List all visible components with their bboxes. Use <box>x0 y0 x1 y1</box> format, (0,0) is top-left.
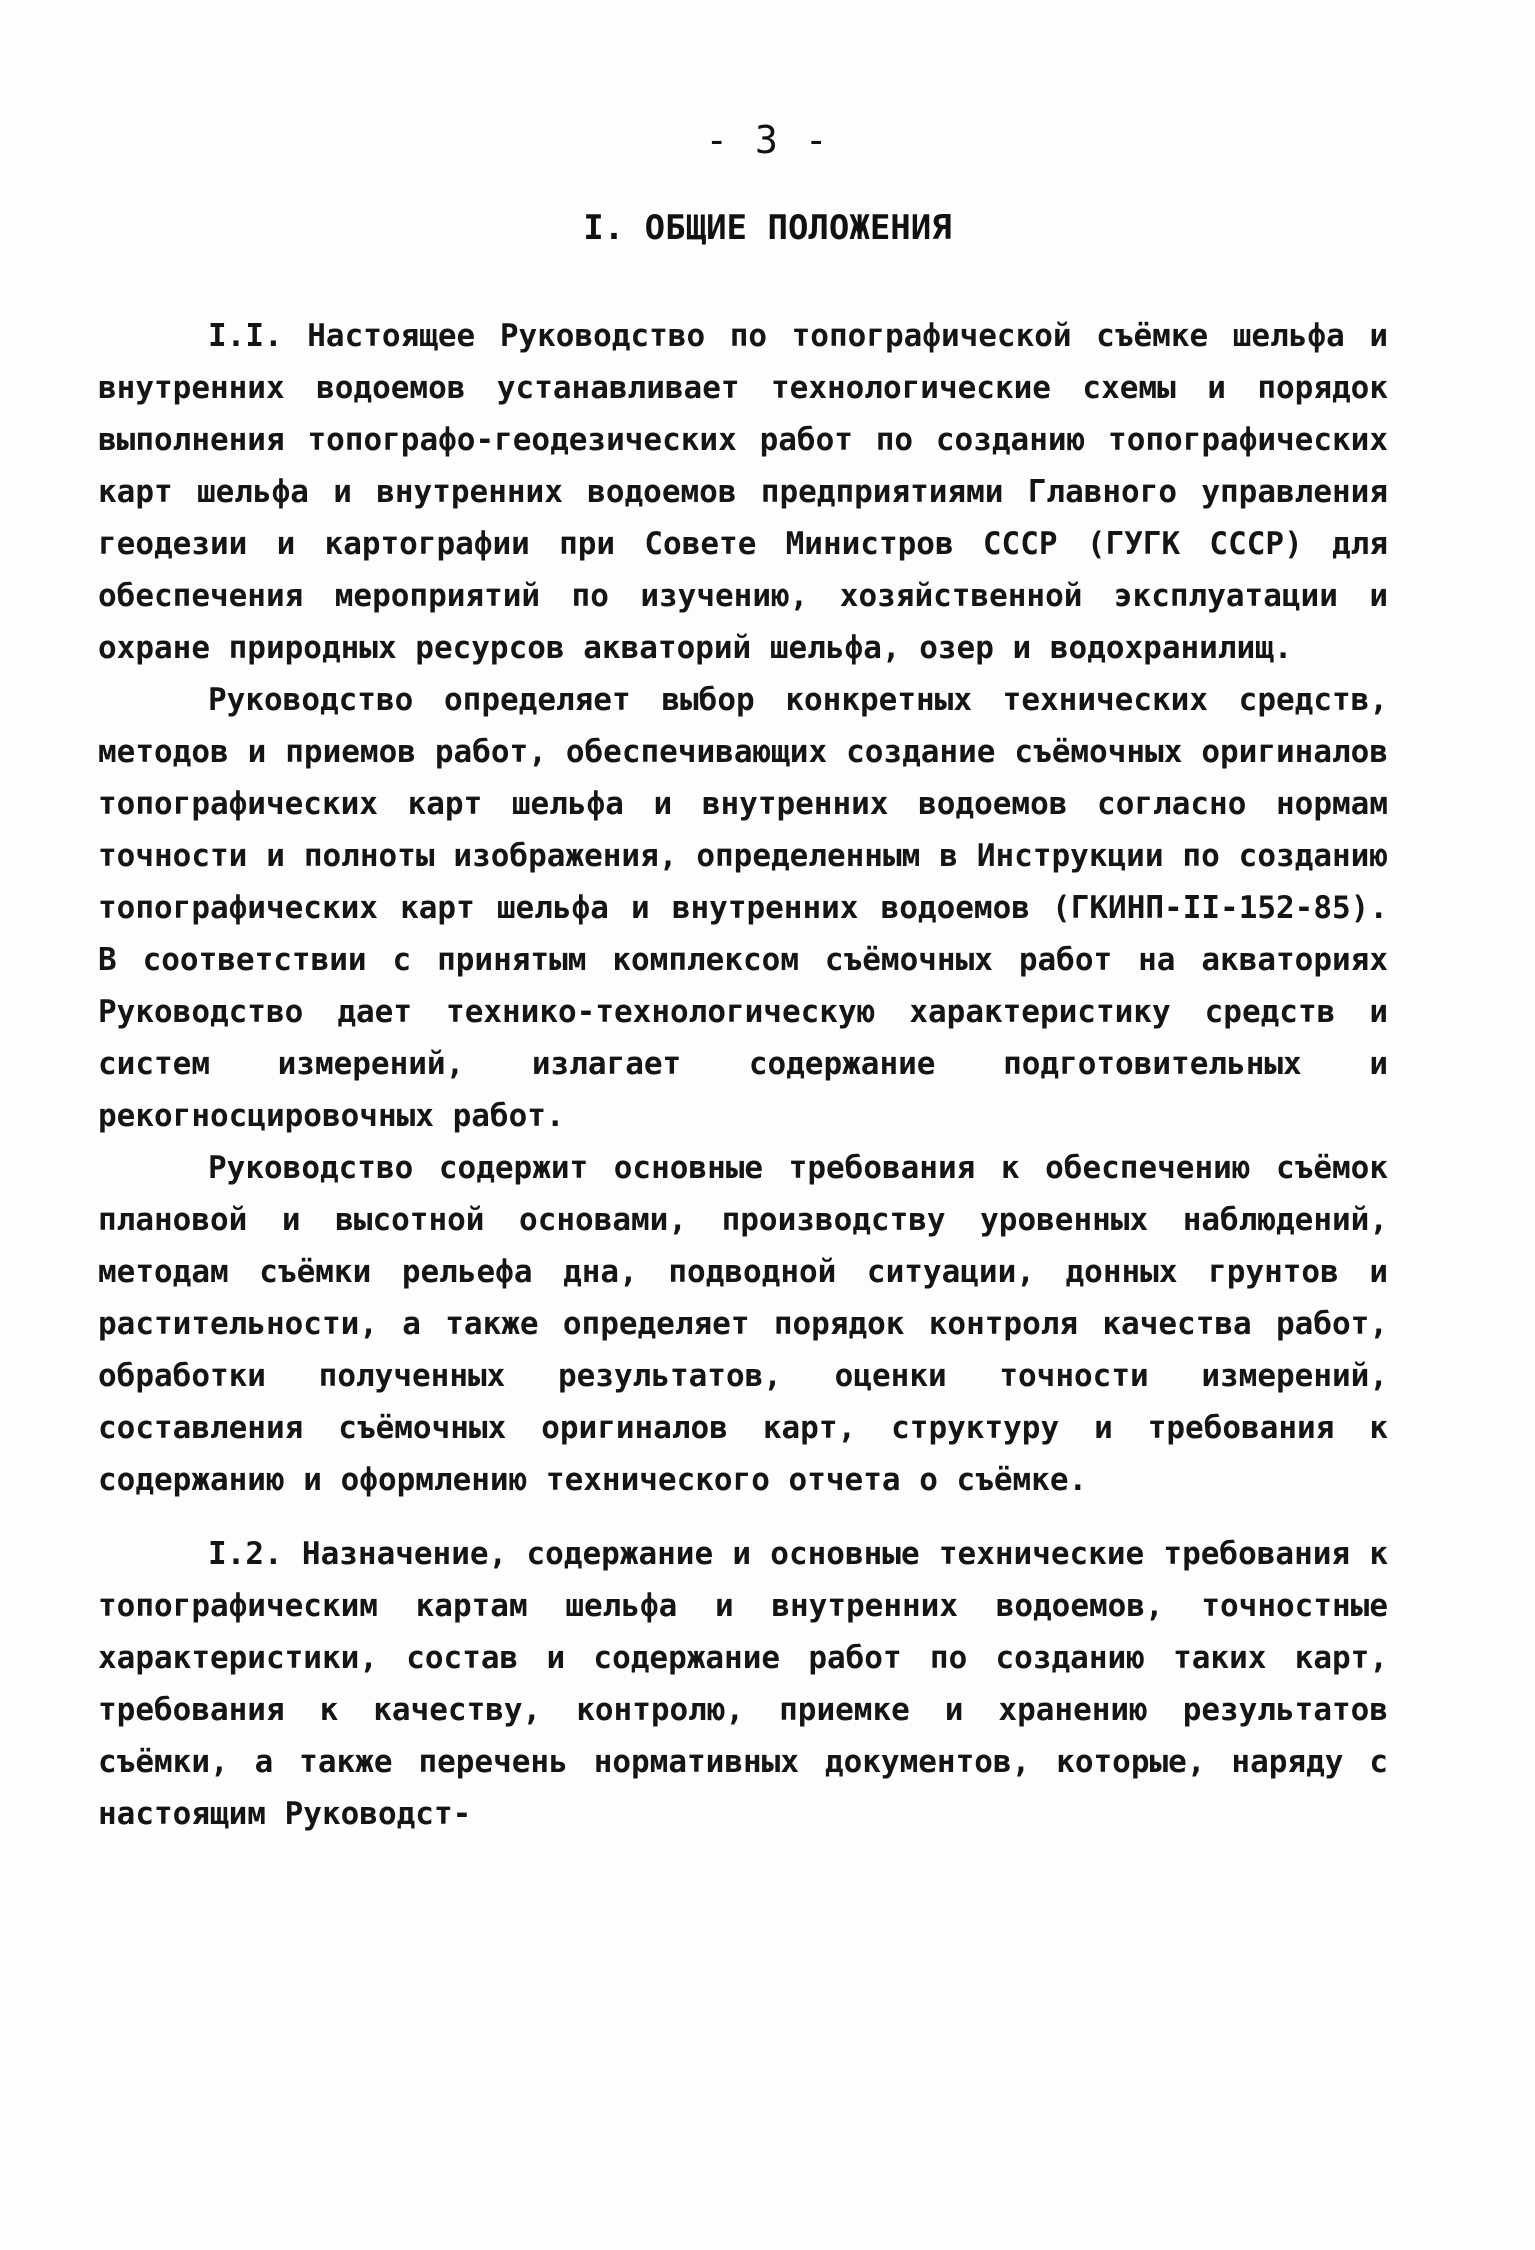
page-number: - 3 - <box>705 118 830 162</box>
body-text <box>98 310 1388 1840</box>
paragraph-guide-contains: Руководство содержит основные требования к обеспечению съёмок плановой и высотной основами, производству уровенных наблюдений, методам съёмки рельефа дна, подводной ситуации, донных грунтов и растительности, а также определяет порядок контроля качества работ, обработки полученных результатов, оценки точности измерений, составления съёмочных оригиналов карт, структуру и требования к содержанию и оформлению технического отчета о съёмке. <box>98 1150 1388 1498</box>
paragraph-1-1: I.I. Настоящее Руководство по топографической съёмке шельфа и внутренних водоемов устанавливает технологические схемы и порядок выполнения топографо-геодезических работ по созданию топографических карт шельфа и внутренних водоемов предприятиями Главного управления геодезии и картографии при Совете Министров СССР (ГУГК СССР) для обеспечения мероприятий по изучению, хозяйственной эксплуатации и охране природных ресурсов акваторий шельфа, озер и водохранилищ. <box>98 318 1388 666</box>
section-title: I. ОБЩИЕ ПОЛОЖЕНИЯ <box>583 208 952 248</box>
paragraph-1-2: I.2. Назначение, содержание и основные технические требования к топографическим картам шельфа и внутренних водоемов, точностные характеристики, состав и содержание работ по созданию таких карт, требования к качеству, контролю, приемке и хранению результатов съёмки, а также перечень нормативных документов, которые, наряду с настоящим Руководст- <box>98 1536 1388 1832</box>
paragraph-guide-defines: Руководство определяет выбор конкретных технических средств, методов и приемов работ, обеспечивающих создание съёмочных оригиналов топографических карт шельфа и внутренних водоемов согласно нормам точности и полноты изображения, определенным в Инструкции по созданию топографических карт шельфа и внутренних водоемов (ГКИНП-II-152-85). В соответствии с принятым комплексом съёмочных работ на акваториях Руководство дает технико-технологическую характеристику средств и систем измерений, излагает содержание подготовительных и рекогносцировочных работ. <box>98 682 1388 1134</box>
